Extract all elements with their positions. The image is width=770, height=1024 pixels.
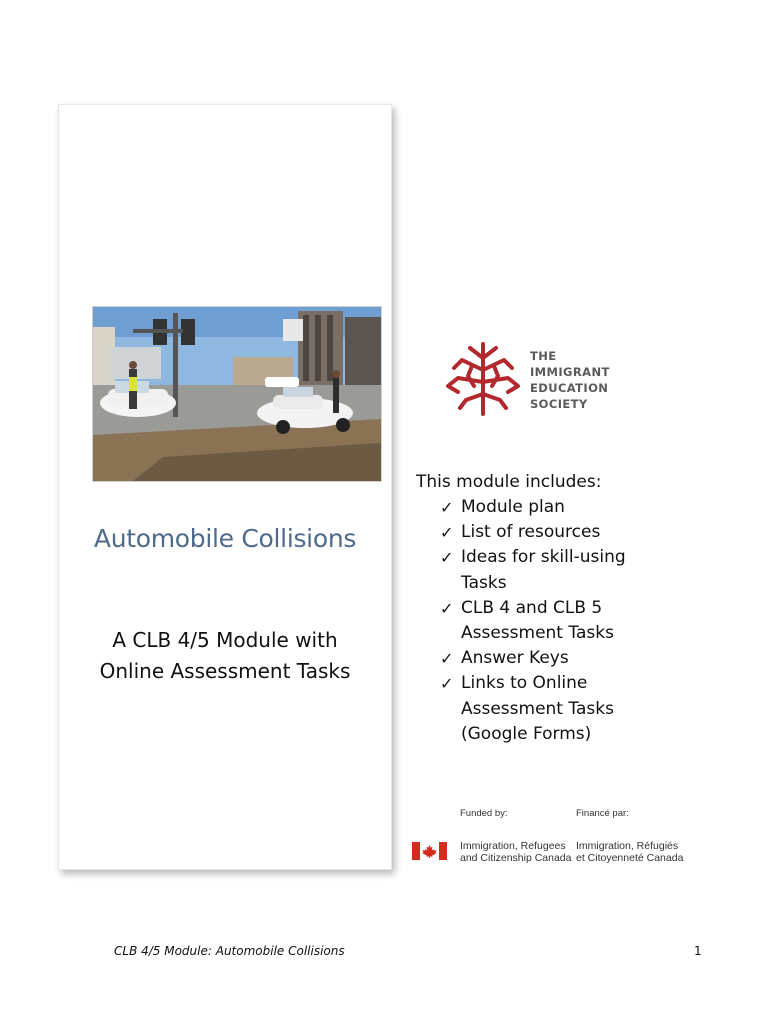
item-line: Assessment Tasks — [461, 623, 614, 644]
checkmark-icon: ✓ — [440, 649, 454, 669]
photo-illustration — [93, 307, 381, 481]
subtitle-line: Online Assessment Tasks — [99, 659, 351, 683]
item-line: Tasks — [461, 572, 507, 593]
immigrant-education-society-logo — [444, 340, 634, 420]
logo-line: EDUCATION — [530, 381, 609, 395]
list-item — [416, 545, 746, 595]
checkmark-icon: ✓ — [440, 548, 454, 568]
checkmark-icon: ✓ — [440, 498, 454, 517]
item-line: (Google Forms) — [461, 723, 592, 744]
subtitle-line: A CLB 4/5 Module with — [112, 628, 338, 652]
logo-line: IMMIGRANT — [530, 365, 610, 379]
page-number: 1 — [694, 944, 702, 958]
canada-flag-icon — [412, 842, 447, 860]
list-item — [416, 495, 746, 520]
includes-list — [416, 495, 746, 747]
footer-title: CLB 4/5 Module: Automobile Collisions — [114, 944, 345, 958]
item-line: CLB 4 and CLB 5 — [461, 597, 603, 618]
item-line: Links to Online — [461, 673, 588, 694]
checkmark-icon: ✓ — [440, 598, 454, 618]
maple-leaf-logo-icon — [444, 340, 522, 418]
dept-line: Immigration, Refugees — [460, 840, 566, 852]
item-line: List of resources — [461, 522, 601, 543]
department-name-fr — [576, 840, 683, 864]
module-includes — [416, 470, 746, 747]
logo-line: THE — [530, 349, 557, 363]
module-title: Automobile Collisions — [93, 524, 357, 553]
list-item — [416, 596, 746, 646]
logo-line: SOCIETY — [530, 397, 588, 411]
dept-line: Immigration, Réfugiés — [576, 840, 679, 852]
item-line: Ideas for skill-using — [461, 547, 626, 568]
includes-heading: This module includes: — [416, 472, 602, 492]
logo-wordmark — [530, 348, 610, 412]
cover-panel — [58, 104, 392, 870]
dept-line: and Citizenship Canada — [460, 852, 572, 864]
dept-line: et Citoyenneté Canada — [576, 852, 684, 864]
item-line: Answer Keys — [461, 648, 569, 669]
finance-par-label: Financé par: — [576, 808, 629, 819]
item-line: Module plan — [461, 497, 565, 517]
checkmark-icon: ✓ — [440, 523, 454, 543]
department-name-en — [460, 840, 572, 864]
funded-by-label: Funded by: — [460, 808, 508, 819]
funding-block — [412, 808, 702, 868]
list-item — [416, 646, 746, 671]
list-item — [416, 520, 746, 545]
item-line: Assessment Tasks — [461, 698, 614, 719]
checkmark-icon: ✓ — [440, 674, 454, 694]
module-subtitle — [60, 625, 390, 687]
car-collision-photo — [92, 306, 382, 482]
list-item — [416, 671, 746, 747]
